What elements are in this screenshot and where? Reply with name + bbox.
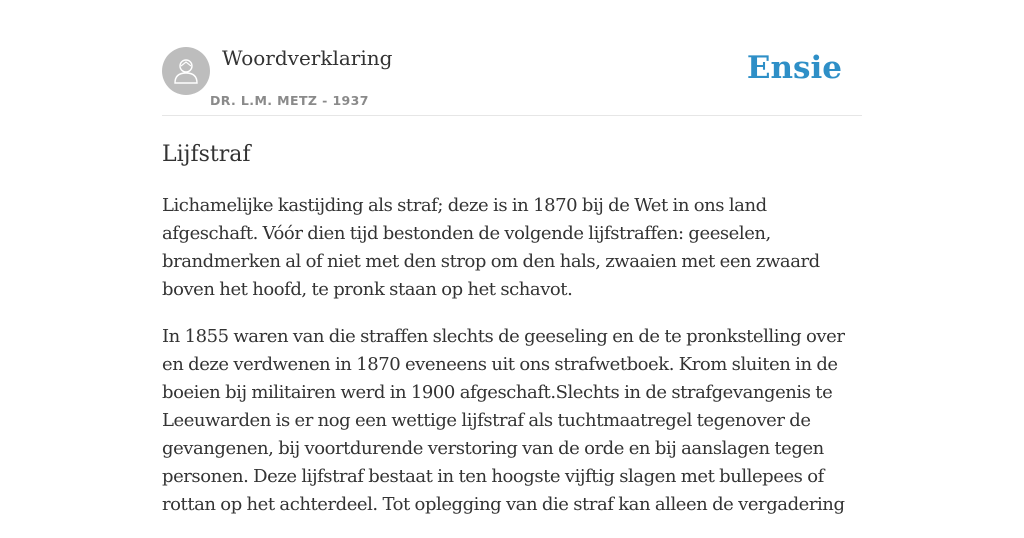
ensie-logo[interactable]: Ensie (746, 50, 842, 86)
entry-paragraph: Lichamelijke kastijding als straf; deze is in 1870 bij de Wet in ons land afgeschaft. Vóór dien tijd bestonden de volgende lijfstraffen: geeselen, brandmerken al of niet met den strop om den hals, zwaaien met een zwaard boven het hoofd, te pronk staan op het schavot. (162, 195, 820, 300)
author-name-link[interactable]: Woordverklaring (222, 46, 393, 70)
author-avatar[interactable] (162, 47, 210, 95)
entry-body (162, 192, 862, 519)
entry-page (162, 0, 862, 538)
user-placeholder-icon (171, 56, 201, 86)
entry-paragraph: In 1855 waren van die straffen slechts de geeseling en de te pronkstelling over en deze verdwenen in 1870 eveneens uit ons strafwetboek. Krom sluiten in de boeien bij militairen werd in 1900 afgeschaft.Slechts in de strafgevangenis te Leeuwarden is er nog een wettige lijfstraf als tuchtmaatregel tegenover de gevangenen, bij voortdurende verstoring van de orde en bij aanslagen tegen personen. Deze lijfstraf bestaat in ten hoogste vijftig slagen met bullepees of rottan op het achterdeel. Tot oplegging van die straf kan alleen de vergadering (162, 326, 845, 515)
source-label[interactable]: DR. L.M. METZ - 1937 (210, 93, 369, 108)
entry-header (162, 0, 862, 116)
entry-title: Lijfstraf (162, 142, 251, 167)
